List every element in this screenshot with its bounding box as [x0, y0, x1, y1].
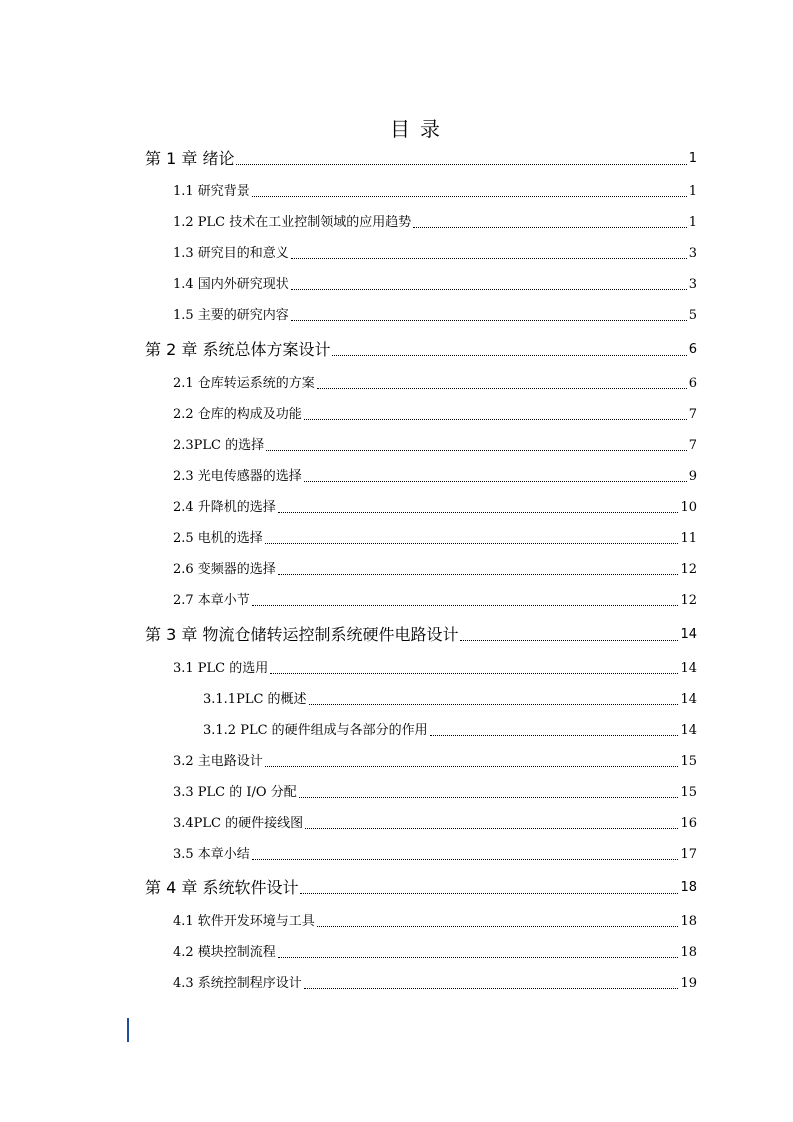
leader-dots — [252, 858, 679, 860]
toc-entry-page: 19 — [680, 976, 697, 991]
leader-dots — [413, 226, 686, 228]
toc-entry-page: 14 — [680, 627, 697, 642]
toc-entry-3-1-1[interactable] — [203, 687, 697, 709]
toc-entry-page: 11 — [680, 531, 697, 546]
toc-entry-label: 第 4 章 系统软件设计 — [145, 878, 299, 897]
toc-entry-1-4[interactable] — [173, 272, 697, 294]
toc-entry-label: 4.3 系统控制程序设计 — [173, 976, 302, 991]
leader-dots — [252, 195, 687, 197]
leader-dots — [278, 573, 679, 575]
toc-entry-label: 3.1 PLC 的选用 — [173, 661, 269, 676]
toc-entry-3-1[interactable] — [173, 656, 697, 678]
toc-entry-label: 第 1 章 绪论 — [145, 149, 235, 168]
leader-dots — [300, 892, 678, 894]
toc-entry-label: 3.1.1PLC 的概述 — [203, 692, 307, 707]
toc-entry-1-2[interactable] — [173, 210, 697, 232]
toc-entry-3-1-2[interactable] — [203, 718, 697, 740]
toc-entry-chapter-4[interactable] — [145, 874, 697, 898]
toc-entry-1-5[interactable] — [173, 303, 697, 325]
toc-entry-page: 18 — [680, 914, 697, 929]
toc-entry-label: 2.5 电机的选择 — [173, 531, 263, 546]
toc-entry-2-5[interactable] — [173, 526, 697, 548]
toc-entry-label: 1.5 主要的研究内容 — [173, 308, 289, 323]
toc-entry-page: 6 — [688, 342, 697, 357]
toc-entry-label: 3.3 PLC 的 I/O 分配 — [173, 785, 297, 800]
leader-dots — [304, 418, 687, 420]
toc-entry-4-1[interactable] — [173, 909, 697, 931]
toc-entry-chapter-2[interactable] — [145, 336, 697, 360]
toc-entry-page: 18 — [680, 880, 697, 895]
toc-entry-page: 1 — [688, 184, 697, 199]
toc-entry-1-3[interactable] — [173, 241, 697, 263]
toc-entry-1-1[interactable] — [173, 179, 697, 201]
leader-dots — [278, 511, 679, 513]
toc-entry-4-3[interactable] — [173, 971, 697, 993]
toc-entry-2-3a[interactable] — [173, 433, 697, 455]
toc-entry-page: 14 — [680, 692, 697, 707]
toc-entry-4-2[interactable] — [173, 940, 697, 962]
toc-entry-page: 12 — [680, 562, 697, 577]
toc-entry-page: 14 — [680, 723, 697, 738]
toc-entry-label: 2.7 本章小节 — [173, 593, 250, 608]
toc-entry-label: 1.4 国内外研究现状 — [173, 277, 289, 292]
toc-entry-3-5[interactable] — [173, 842, 697, 864]
toc-entry-page: 18 — [680, 945, 697, 960]
toc-entry-3-4[interactable] — [173, 811, 697, 833]
toc-entry-2-4[interactable] — [173, 495, 697, 517]
leader-dots — [317, 925, 679, 927]
toc-entry-2-2[interactable] — [173, 402, 697, 424]
toc-entry-label: 2.6 变频器的选择 — [173, 562, 276, 577]
toc-entry-chapter-3[interactable] — [145, 621, 697, 645]
leader-dots — [236, 163, 686, 165]
toc-entry-label: 3.5 本章小结 — [173, 847, 250, 862]
toc-entry-3-3[interactable] — [173, 780, 697, 802]
toc-entry-label: 4.2 模块控制流程 — [173, 945, 276, 960]
margin-bar — [127, 1018, 129, 1042]
toc-entry-page: 16 — [680, 816, 697, 831]
toc-entry-label: 4.1 软件开发环境与工具 — [173, 914, 315, 929]
toc-entry-page: 5 — [688, 308, 697, 323]
toc-entry-page: 10 — [680, 500, 697, 515]
leader-dots — [430, 734, 679, 736]
leader-dots — [299, 796, 679, 798]
toc-entry-label: 1.2 PLC 技术在工业控制领域的应用趋势 — [173, 215, 412, 230]
toc-entry-page: 14 — [680, 661, 697, 676]
toc-entry-2-6[interactable] — [173, 557, 697, 579]
leader-dots — [309, 703, 679, 705]
toc-entry-page: 15 — [680, 754, 697, 769]
toc-entry-page: 6 — [688, 376, 697, 391]
leader-dots — [304, 480, 687, 482]
toc-entry-page: 9 — [688, 469, 697, 484]
toc-entry-label: 2.4 升降机的选择 — [173, 500, 276, 515]
toc-entry-label: 2.2 仓库的构成及功能 — [173, 407, 302, 422]
toc-entry-chapter-1[interactable] — [145, 145, 697, 169]
leader-dots — [278, 956, 679, 958]
toc-entry-label: 3.2 主电路设计 — [173, 754, 263, 769]
leader-dots — [291, 288, 687, 290]
toc-entry-page: 1 — [688, 215, 697, 230]
toc-entry-label: 1.1 研究背景 — [173, 184, 250, 199]
leader-dots — [252, 604, 679, 606]
toc-entry-3-2[interactable] — [173, 749, 697, 771]
toc-entry-label: 2.1 仓库转运系统的方案 — [173, 376, 315, 391]
toc-entry-label: 2.3 光电传感器的选择 — [173, 469, 302, 484]
leader-dots — [265, 765, 679, 767]
leader-dots — [317, 387, 687, 389]
leader-dots — [265, 542, 679, 544]
leader-dots — [266, 449, 687, 451]
toc-entry-page: 3 — [688, 246, 697, 261]
leader-dots — [291, 257, 687, 259]
toc-entry-label: 第 3 章 物流仓储转运控制系统硬件电路设计 — [145, 625, 459, 644]
leader-dots — [332, 354, 686, 356]
toc-entry-page: 17 — [680, 847, 697, 862]
toc-entry-2-7[interactable] — [173, 588, 697, 610]
toc-entry-label: 2.3PLC 的选择 — [173, 438, 265, 453]
toc-entry-label: 1.3 研究目的和意义 — [173, 246, 289, 261]
toc-entry-page: 3 — [688, 277, 697, 292]
toc-entry-page: 7 — [688, 438, 697, 453]
toc-title: 目录 — [390, 117, 450, 141]
toc-entry-page: 7 — [688, 407, 697, 422]
toc-entry-page: 15 — [680, 785, 697, 800]
toc-entry-2-3b[interactable] — [173, 464, 697, 486]
toc-entry-page: 1 — [688, 151, 697, 166]
toc-entry-page: 12 — [680, 593, 697, 608]
leader-dots — [270, 672, 678, 674]
leader-dots — [304, 987, 679, 989]
toc-entry-2-1[interactable] — [173, 371, 697, 393]
toc-entry-label: 第 2 章 系统总体方案设计 — [145, 340, 331, 359]
leader-dots — [291, 319, 687, 321]
leader-dots — [305, 827, 678, 829]
toc-entry-label: 3.4PLC 的硬件接线图 — [173, 816, 304, 831]
leader-dots — [460, 639, 678, 641]
toc-entry-label: 3.1.2 PLC 的硬件组成与各部分的作用 — [203, 723, 428, 738]
